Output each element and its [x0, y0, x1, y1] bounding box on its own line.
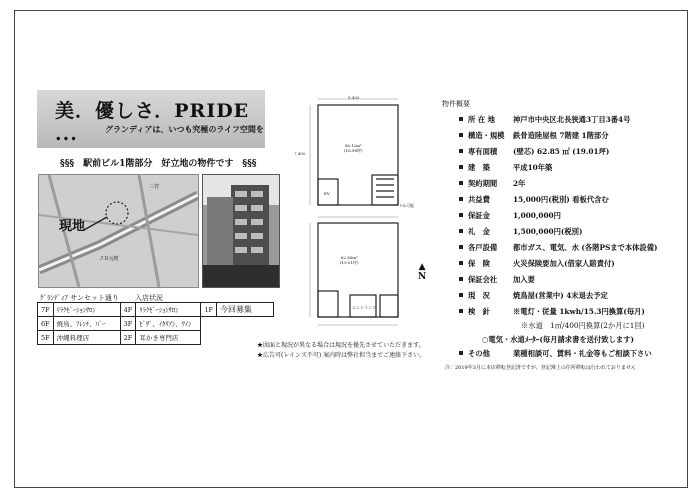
bullet-icon [459, 133, 463, 137]
floor-plan [294, 95, 418, 335]
summary-value: 火災保険要加入(借家人賠責付) [513, 259, 615, 268]
table-row [38, 303, 274, 317]
summary-value: 業種相談可、賃料・礼金等もご相談下さい [513, 349, 652, 358]
plan-note: ﾄｲﾚ可能 [400, 203, 414, 208]
floor-cell: 7F [38, 303, 54, 317]
summary-row [459, 227, 582, 237]
summary-row [459, 131, 609, 141]
note-line: ★図面と現況が異なる場合は現況を優先させていただきます。 [257, 342, 425, 349]
summary-row [459, 147, 609, 157]
floor-cell: 5F [38, 331, 54, 345]
summary-value: 鉄骨造陸屋根 7階建 1階部分 [513, 131, 609, 140]
notes [257, 341, 425, 361]
ev-label: EV [324, 191, 330, 196]
summary-row [459, 211, 561, 221]
summary-value: 平成10年築 [513, 163, 553, 172]
summary-row [459, 307, 645, 317]
bullet-icon [459, 229, 463, 233]
promo-text: §§§ 駅前ビル1階部分 好立地の物件です §§§ [60, 159, 257, 169]
table-row [38, 317, 274, 331]
floor-cell: 3F [120, 317, 136, 331]
floor-plan-graphic [300, 95, 418, 335]
summary-value: 1,000,000円 [513, 211, 561, 220]
summary-label: 構造・規模 [468, 131, 505, 140]
summary-value: 15,000円(税別) 看板代含む [513, 195, 609, 204]
north-label: N [418, 272, 427, 282]
bullet-icon [459, 261, 463, 265]
tenant-cell: ﾘﾗｸｾﾞｰｼｮﾝｻﾛﾝ [53, 303, 120, 317]
tenant-cell: 沖縄料理店 [53, 331, 120, 345]
summary-label: 契約期間 [468, 179, 498, 188]
bullet-icon [459, 293, 463, 297]
summary-label: 保 険 [468, 259, 490, 268]
summary-value: 2年 [513, 179, 526, 188]
summary-row [459, 179, 525, 189]
summary-label: 各戸設備 [468, 243, 498, 252]
building-photo [202, 174, 280, 288]
room-area-label [340, 255, 359, 266]
tenant-table [37, 302, 274, 345]
dimension-label: 8,400 [348, 95, 360, 100]
lower-area: 62.85m² [340, 255, 358, 260]
note-line: ★広告可(レインズ不可) 案内時は弊社担当までご連絡下さい。 [257, 352, 426, 359]
north-icon: ▲ [418, 262, 426, 272]
upper-area-tsubo: (16.98坪) [344, 148, 363, 153]
bullet-icon [459, 277, 463, 281]
summary-row [459, 243, 657, 253]
tenant-cell: 耳かき専門店 [136, 331, 201, 345]
bullet-icon [459, 351, 463, 355]
entrance-label: エントランス [352, 305, 376, 310]
summary-label: 保証金 [468, 211, 490, 220]
summary-title: 物件概要 [442, 100, 470, 108]
bullet-icon [459, 213, 463, 217]
building-graphic [203, 175, 279, 287]
summary-value: 都市ガス、電気、水 (各階PSまで本体設備) [513, 243, 658, 252]
summary-label: 検 針 [468, 307, 490, 316]
summary-value: 1,500,000円(税別) [513, 227, 583, 236]
bullet-icon [459, 245, 463, 249]
map-site-label: 現地 [59, 219, 86, 234]
footer-note: 注：2019年3月に本店移転登記済ですが、登記簿上の住所移転は行われておりません [445, 365, 636, 371]
summary-value: 神戸市中央区北長狭通3丁目3番4号 [513, 115, 631, 124]
tenant-cell: ﾋﾟｻﾞ、ｲﾀﾘｱﾝ、ﾜｲﾝ [136, 317, 201, 331]
tenant-cell: 焼鳥、ﾌﾚﾝﾁ、ﾊﾞｰ [53, 317, 120, 331]
bullet-icon [459, 197, 463, 201]
summary-label: 建 築 [468, 163, 490, 172]
tenant-cell: ﾘﾗｸｾﾞｰｼｮﾝｻﾛﾝ [136, 303, 201, 317]
location-map [38, 174, 199, 288]
table-row [38, 331, 274, 345]
summary-label: 保証会社 [468, 275, 498, 284]
banner-title: 美．優しさ．PRIDE ... [55, 100, 250, 145]
banner-subtitle: グランディアは、いつも究極のライフ空間を [105, 124, 264, 134]
summary-row [459, 163, 552, 173]
summary-value: ※電灯・従量 1kwh/15.3円換算(毎月) [513, 307, 645, 316]
bullet-icon [459, 165, 463, 169]
summary-label: 現 況 [468, 291, 490, 300]
north-arrow [418, 262, 426, 282]
summary-label: 共益費 [468, 195, 490, 204]
summary-value: 焼鳥屋(営業中) 4末退去予定 [513, 291, 608, 300]
status-title: 入店状況 [135, 294, 163, 302]
floor-cell: 1F [201, 303, 217, 317]
dimension-label: 7,400 [294, 151, 306, 156]
map-road-label: ＪＲ元町 [99, 256, 120, 262]
summary-label: 専有面積 [468, 147, 498, 156]
building-name: ｸﾞﾗﾝﾃﾞｨｱ サンセット通り [40, 294, 119, 302]
summary-value: (壁芯) 62.85 ㎡ (19.01坪) [513, 147, 610, 156]
summary-label: その他 [468, 349, 490, 358]
summary-row [459, 275, 535, 285]
floor-cell: 6F [38, 317, 54, 331]
bullet-icon [459, 117, 463, 121]
summary-label: 礼 金 [468, 227, 490, 236]
bullet-icon [459, 309, 463, 313]
summary-extra: ○電気・水道ﾒｰﾀｰ(毎月請求書を送付致します) [482, 335, 634, 344]
lower-area-tsubo: (19.01坪) [340, 260, 359, 265]
bullet-icon [459, 181, 463, 185]
title-banner [37, 90, 265, 148]
summary-row [459, 349, 652, 359]
summary-row [459, 291, 608, 301]
summary-label: 所 在 地 [468, 115, 495, 124]
summary-value: 加入要 [513, 275, 535, 284]
floor-cell: 2F [120, 331, 136, 345]
floor-cell: 4F [120, 303, 136, 317]
room-area-label [344, 143, 363, 154]
bullet-icon [459, 149, 463, 153]
tenant-cell: 今回募集 [216, 303, 273, 317]
summary-row [459, 195, 609, 205]
upper-area: 56.12m² [344, 143, 362, 148]
summary-row [459, 259, 615, 269]
summary-row [459, 115, 630, 125]
map-road-label: 三宮 [149, 184, 160, 190]
summary-extra: ※水道 1㎥/400円換算(2か月に1回) [521, 321, 645, 330]
